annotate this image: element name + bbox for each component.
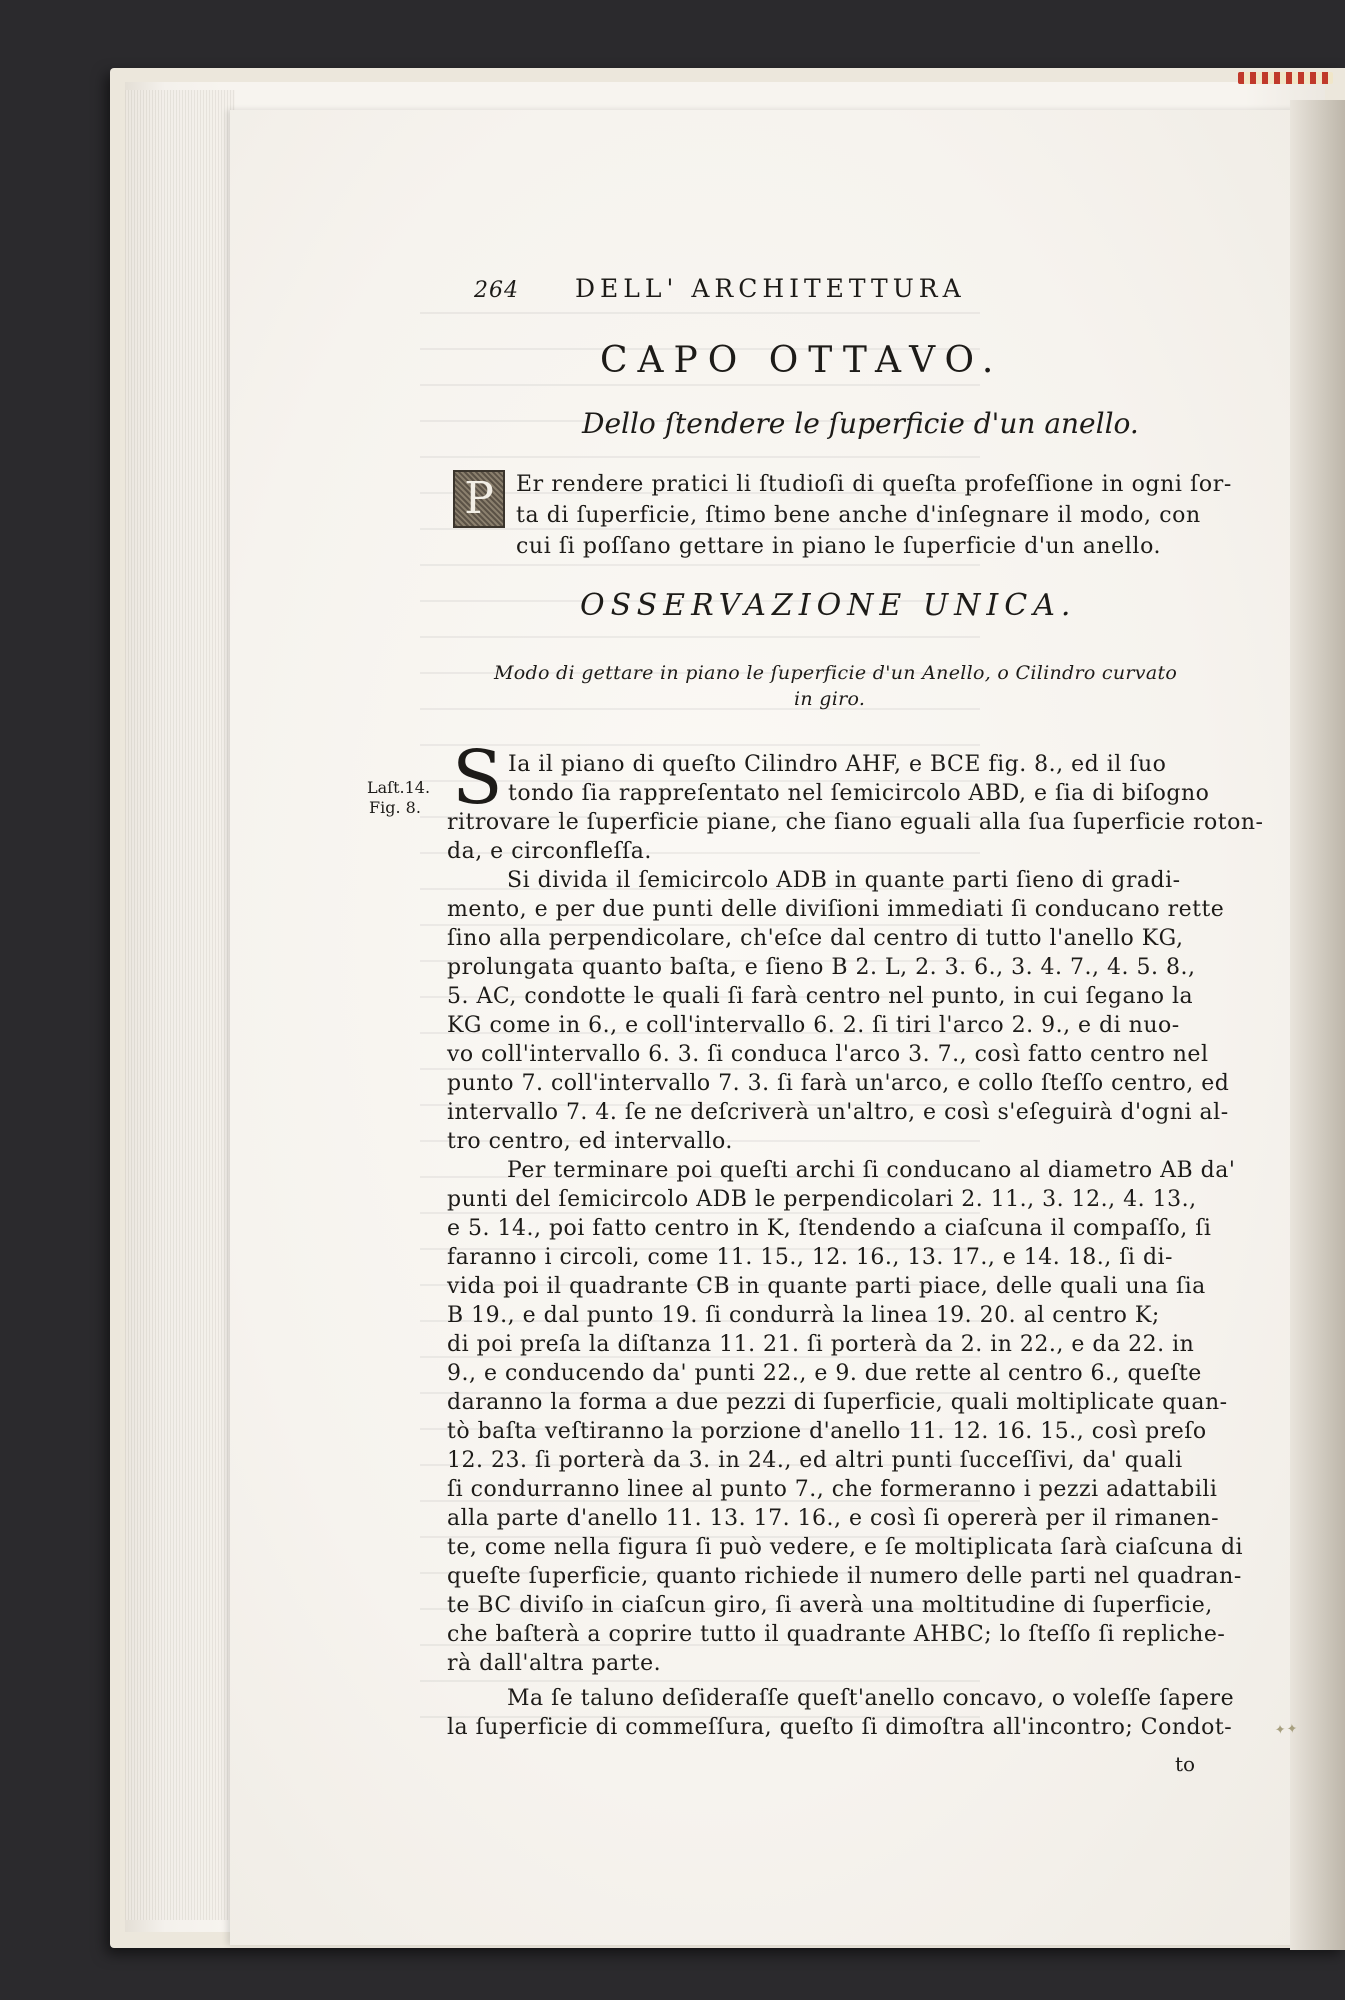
body-line: la ſuperficie di commeſſura, queſto ſi dimoſtra all'incontro; Condot-	[447, 1715, 1233, 1740]
body-line: da, e circonfleſſa.	[447, 839, 652, 864]
body-line: ſino alla perpendicolare, ch'eſce dal centro di tutto l'anello KG,	[447, 926, 1184, 951]
running-title: DELL' ARCHITETTURA	[575, 274, 966, 303]
margin-note-figure: Fig. 8.	[369, 798, 421, 817]
body-line: vida poi il quadrante CB in quante parti piace, delle quali una ſia	[447, 1274, 1206, 1299]
body-line: faranno i circoli, come 11. 15., 12. 16., 13. 17., e 14. 18., ſi di-	[447, 1245, 1173, 1270]
intro-line: Er rendere pratici li ſtudioſi di queſta profeſſione in ogni ſor-	[516, 472, 1232, 497]
body-line: daranno la forma a due pezzi di ſuperficie, quali moltiplicate quan-	[447, 1390, 1228, 1415]
body-line: tro centro, ed intervallo.	[447, 1129, 733, 1154]
ribbon-marker	[1238, 72, 1333, 84]
body-line: 12. 23. ſi porterà da 3. in 24., ed altri punti ſucceſſivi, da' quali	[447, 1448, 1183, 1473]
body-line: ſi condurranno linee al punto 7., che formeranno i pezzi adattabili	[447, 1477, 1218, 1502]
chapter-subtitle: Dello ſtendere le ſuperficie d'un anello.	[582, 407, 1139, 440]
body-line: alla parte d'anello 11. 13. 17. 16., e così ſi opererà per il rimanen-	[447, 1506, 1220, 1531]
body-line: Ia il piano di queſto Cilindro AHF, e BCE fig. 8., ed il ſuo	[508, 752, 1167, 777]
body-line: Si divida il ſemicircolo ADB in quante parti ſieno di gradi-	[507, 868, 1181, 893]
body-line: vo coll'intervallo 6. 3. ſi conduca l'arco 3. 7., così fatto centro nel	[447, 1042, 1209, 1067]
section-subtitle-line: in giro.	[794, 688, 866, 710]
body-line: Per terminare poi queſti archi ſi conducano al diametro AB da'	[507, 1158, 1236, 1183]
body-line: prolungata quanto baſta, e ſieno B 2. L, 2. 3. 6., 3. 4. 7., 4. 5. 8.,	[447, 955, 1196, 980]
drop-cap: P	[453, 470, 505, 528]
body-line: tò baſta veſtiranno la porzione d'anello 11. 12. 16. 15., così preſo	[447, 1419, 1207, 1444]
page-number: 264	[474, 278, 519, 303]
body-line: te, come nella figura ſi può vedere, e ſe moltiplicata ſarà ciaſcuna di	[447, 1535, 1244, 1560]
body-line: tondo ſia rappreſentato nel ſemicircolo ABD, e ſia di biſogno	[508, 781, 1210, 806]
body-line: che baſterà a coprire tutto il quadrante AHBC; lo ſteſſo ſi repliche-	[447, 1622, 1226, 1647]
running-head	[474, 274, 966, 303]
margin-note-plate: Laſt.14.	[367, 778, 431, 797]
body-line: Ma ſe taluno deſideraſſe queſt'anello concavo, o voleſſe ſapere	[507, 1686, 1235, 1711]
body-line: di poi preſa la diſtanza 11. 21. ſi porterà da 2. in 22., e da 22. in	[447, 1332, 1195, 1357]
page-edges	[125, 90, 235, 1920]
intro-line: cui ſi poſſano gettare in piano le ſuperficie d'un anello.	[516, 534, 1162, 559]
body-line: mento, e per due punti delle diviſioni immediati ſi conducano rette	[447, 897, 1225, 922]
body-line: queſte ſuperficie, quanto richiede il numero delle parti nel quadran-	[447, 1564, 1242, 1589]
body-line: punto 7. coll'intervallo 7. 3. ſi farà un'arco, e collo ſteſſo centro, ed	[447, 1071, 1230, 1096]
body-line: rà dall'altra parte.	[447, 1651, 662, 1676]
body-initial: S	[452, 735, 503, 821]
body-line: 5. AC, condotte le quali ſi farà centro nel punto, in cui ſegano la	[447, 984, 1194, 1009]
body-line: 9., e conducendo da' punti 22., e 9. due rette al centro 6., queſte	[447, 1361, 1202, 1386]
body-line: B 19., e dal punto 19. ſi condurrà la linea 19. 20. al centro K;	[447, 1303, 1160, 1328]
body-line: intervallo 7. 4. ſe ne deſcriverà un'altro, e così s'eſeguirà d'ogni al-	[447, 1100, 1229, 1125]
body-line: ritrovare le ſuperficie piane, che ſiano eguali alla ſua ſuperficie roton-	[447, 810, 1264, 835]
library-stamp: ✦✦	[1274, 1721, 1300, 1739]
section-subtitle-line: Modo di gettare in piano le ſuperficie d'un Anello, o Cilindro curvato	[494, 662, 1178, 684]
book-gutter	[1290, 100, 1345, 1950]
section-title: OSSERVAZIONE UNICA.	[580, 588, 1077, 623]
body-line: e 5. 14., poi fatto centro in K, ſtendendo a ciaſcuna il compaſſo, ſi	[447, 1216, 1212, 1241]
chapter-title: CAPO OTTAVO.	[600, 340, 1004, 381]
body-line: KG come in 6., e coll'intervallo 6. 2. ſi tiri l'arco 2. 9., e di nuo-	[447, 1013, 1180, 1038]
catchword: to	[1175, 1752, 1196, 1776]
body-line: punti del ſemicircolo ADB le perpendicolari 2. 11., 3. 12., 4. 13.,	[447, 1187, 1197, 1212]
intro-line: ta di ſuperficie, ſtimo bene anche d'inſegnare il modo, con	[516, 503, 1201, 528]
body-line: te BC diviſo in ciaſcun giro, ſi averà una moltitudine di ſuperficie,	[447, 1593, 1213, 1618]
